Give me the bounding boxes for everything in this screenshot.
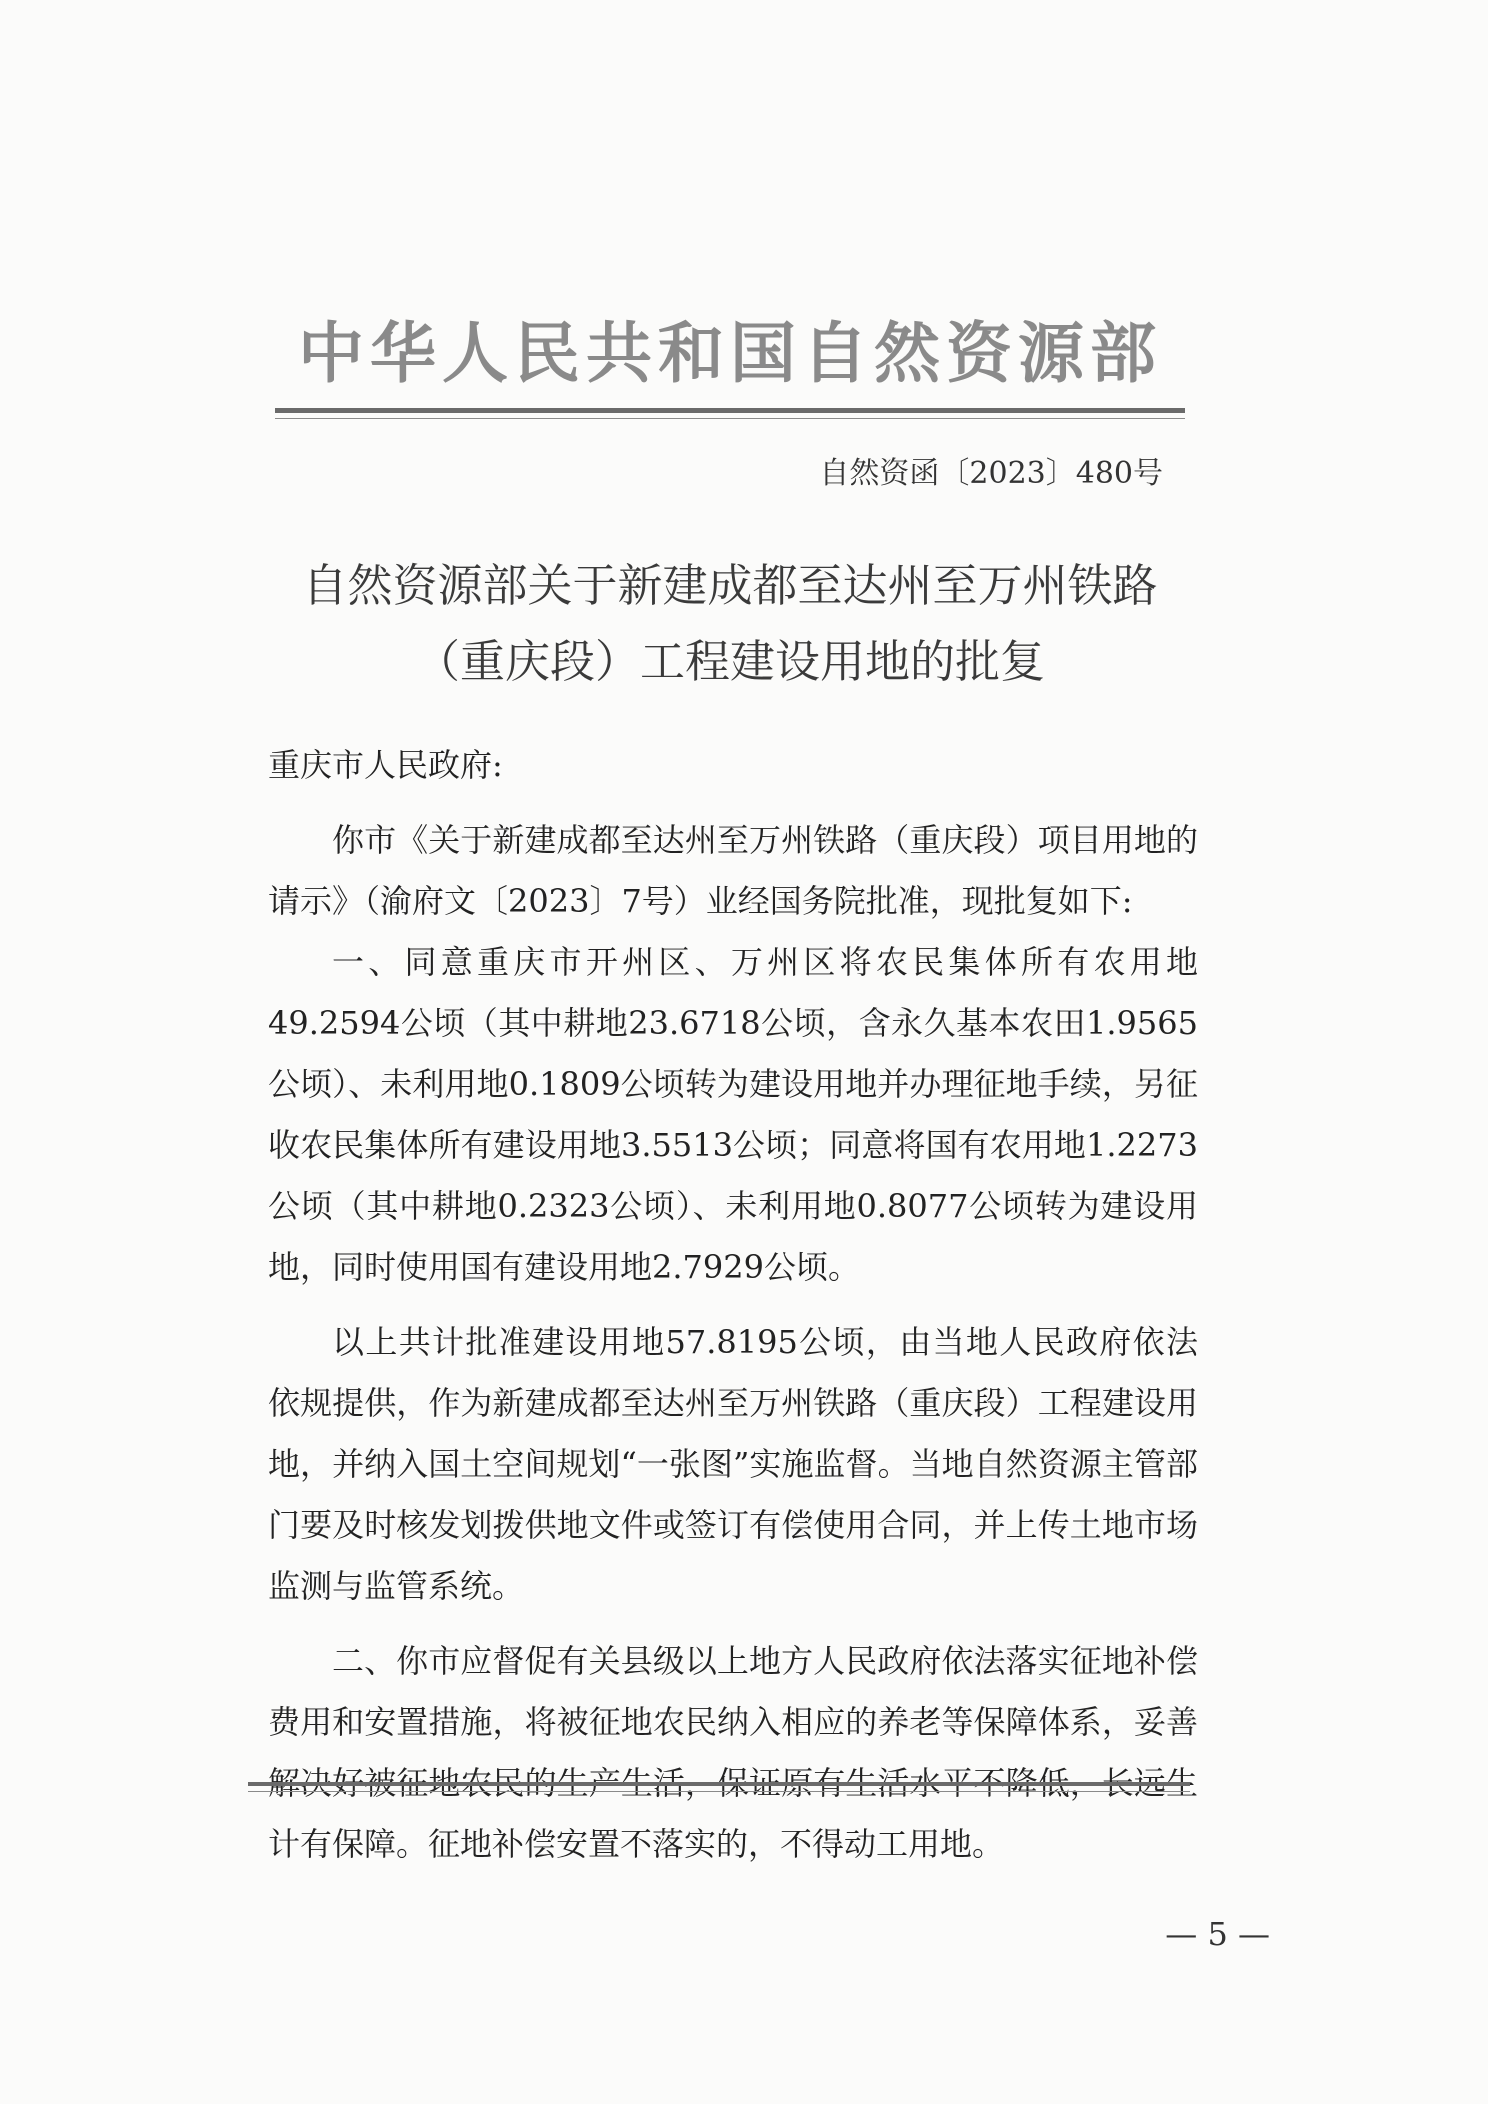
body-paragraph: 二、你市应督促有关县级以上地方人民政府依法落实征地补偿费用和安置措施，将被征地农民纳入相应的养老等保障体系，妥善解决好被征地农民的生产生活，保证原有生活水平不降低，长远生计有保障。征地补偿安置不落实的，不得动工用地。 bbox=[268, 1642, 1198, 1863]
body-paragraph: 你市《关于新建成都至达州至万州铁路（重庆段）项目用地的请示》（渝府文〔2023〕7号）业经国务院批准，现批复如下: bbox=[268, 821, 1198, 920]
salutation: 重庆市人民政府: bbox=[268, 746, 503, 784]
document-body bbox=[268, 735, 1198, 1875]
document-number: 自然资函〔2023〕480号 bbox=[819, 456, 1163, 491]
document-title-line-1: 自然资源部关于新建成都至达州至万州铁路 bbox=[302, 559, 1158, 612]
footer-divider bbox=[248, 1782, 1190, 1786]
document-title bbox=[250, 548, 1210, 700]
footer-divider-thin bbox=[248, 1791, 1190, 1792]
body-paragraph: 一、同意重庆市开州区、万州区将农民集体所有农用地49.2594公顷（其中耕地23.6718公顷，含永久基本农田1.9565公顷）、未利用地0.1809公顷转为建设用地并办理征地手续，另征收农民集体所有建设用地3.5513公顷；同意将国有农用地1.2273公顷（其中耕地0.2323公顷）、未利用地0.8077公顷转为建设用地，同时使用国有建设用地2.7929公顷。 bbox=[268, 943, 1198, 1286]
header-divider-thin bbox=[275, 418, 1185, 419]
page-number: — 5 — bbox=[1165, 1915, 1270, 1953]
organization-header: 中华人民共和国自然资源部 bbox=[298, 315, 1162, 392]
body-paragraph: 以上共计批准建设用地57.8195公顷，由当地人民政府依法依规提供，作为新建成都至达州至万州铁路（重庆段）工程建设用地，并纳入国土空间规划“一张图”实施监督。当地自然资源主管部门要及时核发划拨供地文件或签订有偿使用合同，并上传土地市场监测与监管系统。 bbox=[268, 1323, 1198, 1605]
document-title-line-2: （重庆段）工程建设用地的批复 bbox=[414, 635, 1045, 688]
header-divider bbox=[275, 408, 1185, 413]
